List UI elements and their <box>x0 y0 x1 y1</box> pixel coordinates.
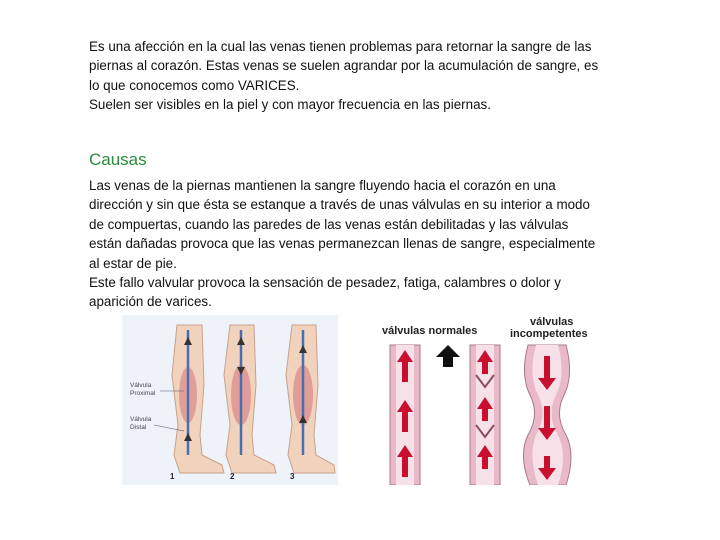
label-distal-line1: Válvula <box>130 416 152 423</box>
leg-1 <box>172 325 224 473</box>
intro-line: Es una afección en la cual las venas tienen problemas para retornar la sangre de las <box>89 39 592 54</box>
varices-term: VARICES. <box>237 77 300 93</box>
leg-number-1: 1 <box>170 472 175 481</box>
leg-number-2: 2 <box>230 472 235 481</box>
upward-arrow-icon <box>436 345 460 367</box>
legs-svg <box>122 315 338 485</box>
causas-line: de compuertas, cuando las paredes de las venas están debilitadas y las válvulas <box>89 216 569 232</box>
intro-paragraph <box>89 37 649 115</box>
causas-paragraph <box>89 176 649 312</box>
intro-line <box>89 76 649 95</box>
legs-illustration <box>122 315 338 485</box>
label-incompetent-line1: válvulas <box>530 316 574 328</box>
normal-vein-2 <box>470 345 500 485</box>
intro-line: Suelen ser visibles en la piel y con mayor frecuencia en las piernas. <box>89 97 491 113</box>
intro-text: lo que conocemos como <box>89 77 238 93</box>
label-proximal-line1: Válvula <box>130 382 152 389</box>
label-proximal-line2: Proximal <box>130 390 156 397</box>
normal-vein-1 <box>390 345 420 485</box>
incompetent-vein <box>523 345 571 485</box>
causas-line: están dañadas provoca que las venas permanezcan llenas de sangre, especialmente <box>89 236 596 252</box>
causas-line: Las venas de la piernas mantienen la sangre fluyendo hacia el corazón en una <box>89 178 556 193</box>
causas-line: dirección y sin que ésta se estanque a través de unas válvulas en su interior a modo <box>89 197 590 213</box>
valves-illustration <box>378 315 608 485</box>
causas-line: aparición de varices. <box>89 294 212 310</box>
leg-number-3: 3 <box>290 472 295 481</box>
leg-2 <box>224 325 276 473</box>
causas-line: al estar de pie. <box>89 255 177 271</box>
intro-line: piernas al corazón. Estas venas se suelen agrandar por la acumulación de sangre, es <box>89 58 599 74</box>
leg-3 <box>286 325 335 473</box>
label-normal-valves: válvulas normales <box>382 325 478 337</box>
label-incompetent-line2: incompetentes <box>510 328 588 340</box>
valves-svg <box>378 315 608 485</box>
section-heading-causas: Causas <box>89 150 147 169</box>
causas-line: Este fallo valvular provoca la sensación de pesadez, fatiga, calambres o dolor y <box>89 275 561 291</box>
label-distal-line2: Distal <box>130 424 147 431</box>
